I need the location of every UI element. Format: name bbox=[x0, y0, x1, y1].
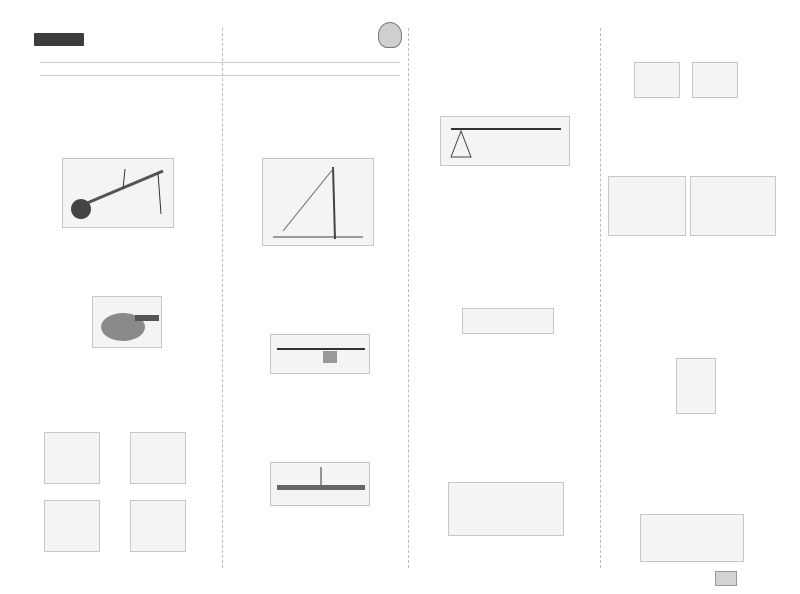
column-divider bbox=[222, 28, 223, 568]
carrying-pole-figure bbox=[270, 334, 370, 374]
question-11-block bbox=[606, 110, 772, 111]
footer bbox=[0, 574, 800, 594]
question-12-block bbox=[606, 244, 772, 245]
beam-support-figure bbox=[270, 462, 370, 506]
pulley-figure-d bbox=[130, 500, 186, 552]
page-number-box bbox=[715, 571, 737, 586]
mountain-road-photo bbox=[640, 514, 744, 562]
pulley-figure-c bbox=[44, 500, 100, 552]
exam-meta bbox=[40, 62, 400, 76]
pulley-slide-figure bbox=[462, 308, 554, 334]
pushing-figure bbox=[676, 358, 716, 414]
question-13-block bbox=[606, 416, 772, 417]
drawbridge-figure bbox=[262, 158, 374, 246]
lever-figure bbox=[62, 158, 174, 228]
steelyard-figure bbox=[440, 116, 570, 166]
question-7-options bbox=[414, 168, 596, 172]
column-1 bbox=[36, 86, 216, 88]
mascot-icon bbox=[378, 22, 402, 48]
nutcracker-photo bbox=[92, 296, 162, 348]
work-bar-figure bbox=[690, 176, 776, 236]
column-divider bbox=[408, 28, 409, 568]
pulley-figure-b bbox=[130, 432, 186, 484]
header bbox=[0, 0, 800, 52]
column-2 bbox=[228, 86, 404, 87]
pulley-figure-a bbox=[44, 432, 100, 484]
question-2-options bbox=[36, 352, 216, 356]
switch-photo-a bbox=[634, 62, 680, 98]
question-4-options bbox=[228, 250, 404, 254]
incline-figure bbox=[608, 176, 686, 236]
question-5-options bbox=[228, 378, 404, 382]
question-6-options bbox=[228, 510, 404, 511]
question-8-options bbox=[414, 338, 596, 340]
section-badge bbox=[34, 33, 84, 46]
column-divider bbox=[600, 28, 601, 568]
question-10-start bbox=[414, 540, 596, 541]
switch-photo-b bbox=[692, 62, 738, 98]
column-3 bbox=[414, 28, 596, 29]
question-1-options bbox=[36, 232, 216, 236]
column-4 bbox=[606, 28, 772, 29]
tools-figure bbox=[448, 482, 564, 536]
